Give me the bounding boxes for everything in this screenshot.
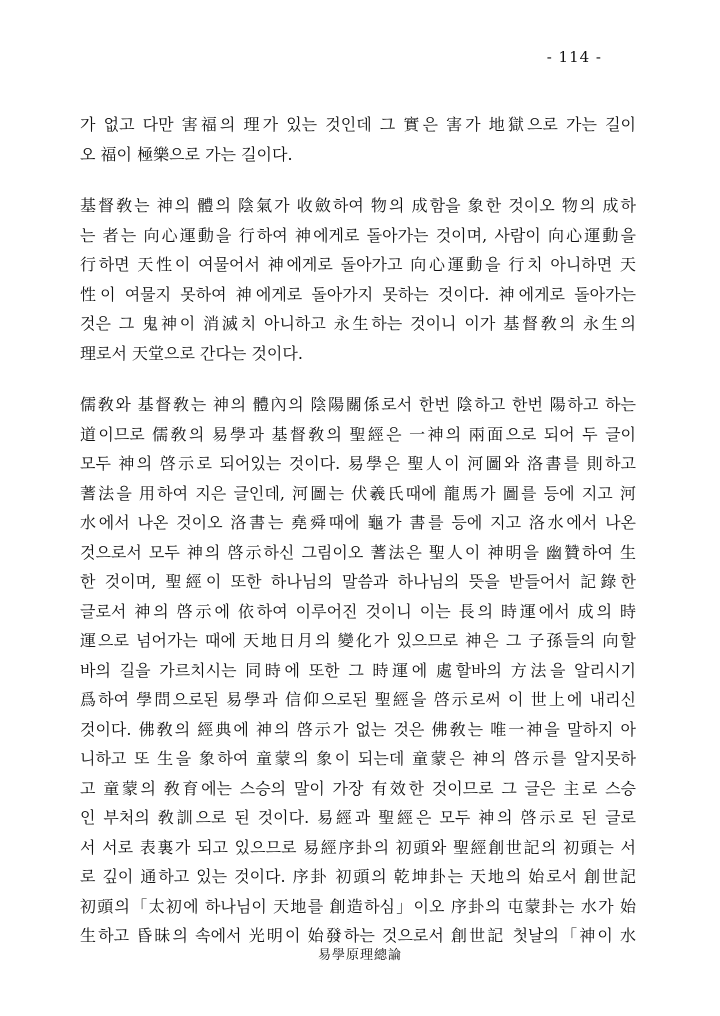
paragraph xyxy=(80,390,636,951)
text-line: 蓍法을 用하여 지은 글인데, 河圖는 伏羲氏때에 龍馬가 圖를 등에 지고 河 xyxy=(80,483,636,503)
text-line: 道이므로 儒敎의 易學과 基督敎의 聖經은 一神의 兩面으로 되어 두 글이 xyxy=(80,424,636,444)
text-line: 爲하여 學問으로된 易學과 信仰으로된 聖經을 啓示로써 이 世上에 내리신 xyxy=(80,690,636,709)
text-line: 初頭의「太初에 하나님이 天地를 創造하심」이오 序卦의 屯蒙卦는 水가 始 xyxy=(80,896,636,916)
text-line: 것은 그 鬼神이 消滅치 아니하고 永生하는 것이니 이가 基督敎의 永生의 xyxy=(80,314,636,333)
text-line: 니하고 또 生을 象하여 童蒙의 象이 되는데 童蒙은 神의 啓示를 알지못하 xyxy=(80,749,636,768)
page-number: - 114 - xyxy=(546,48,602,66)
text-line: 인 부처의 敎訓으로 된 것이다. 易經과 聖經은 모두 神의 啓示로 된 글로 xyxy=(80,808,636,827)
text-line: 理로서 天堂으로 간다는 것이다. xyxy=(80,343,303,363)
text-line: 한 것이며, 聖經이 또한 하나님의 말씀과 하나님의 뜻을 받들어서 記錄한 xyxy=(80,572,636,591)
text-line: 바의 길을 가르치시는 同時에 또한 그 時運에 處할바의 方法을 알리시기 xyxy=(80,660,636,680)
text-line: 모두 神의 啓示로 되어있는 것이다. 易學은 聖人이 河圖와 洛書를 則하고 xyxy=(80,454,636,473)
text-line: 運으로 넘어가는 때에 天地日月의 變化가 있으므로 神은 그 子孫들의 向할 xyxy=(80,631,636,650)
text-line: 行하면 天性이 여물어서 神에게로 돌아가고 向心運動을 行치 아니하면 天 xyxy=(80,255,636,274)
text-line: 로 깊이 通하고 있는 것이다. 序卦 初頭의 乾坤卦는 天地의 始로서 創世記 xyxy=(80,867,636,886)
text-line: 水에서 나온 것이오 洛書는 堯舜때에 龜가 書를 등에 지고 洛水에서 나온 xyxy=(80,513,636,532)
text-line: 生하고 昏昧의 속에서 光明이 始發하는 것으로서 創世記 첫날의「神이 水 xyxy=(80,926,636,945)
body-text xyxy=(80,110,636,973)
paragraph xyxy=(80,191,636,368)
footer-title: 易學原理總論 xyxy=(317,948,402,963)
text-line: 基督敎는 神의 體의 陰氣가 收斂하여 物의 成함을 象한 것이오 物의 成하 xyxy=(80,196,636,215)
text-line: 고 童蒙의 敎育에는 스승의 말이 가장 有效한 것이므로 그 글은 主로 스승 xyxy=(80,778,636,798)
text-line: 것이다. 佛敎의 經典에 神의 啓示가 없는 것은 佛敎는 唯一神을 말하지 아 xyxy=(80,719,636,739)
text-line: 글로서 神의 啓示에 依하여 이루어진 것이니 이는 長의 時運에서 成의 時 xyxy=(80,601,636,621)
text-line: 는 者는 向心運動을 行하여 神에게로 돌아가는 것이며, 사람이 向心運動을 xyxy=(80,225,636,245)
paragraph xyxy=(80,110,636,169)
text-line: 儒敎와 基督敎는 神의 體內의 陰陽關係로서 한번 陰하고 한번 陽하고 하는 xyxy=(80,395,636,414)
text-line: 오 福이 極樂으로 가는 길이다. xyxy=(80,144,293,164)
text-line: 것으로서 모두 神의 啓示하신 그림이오 蓍法은 聖人이 神明을 幽贊하여 生 xyxy=(80,542,636,562)
text-line: 性이 여물지 못하여 神에게로 돌아가지 못하는 것이다. 神에게로 돌아가는 xyxy=(80,284,636,304)
text-line: 서 서로 表裏가 되고 있으므로 易經序卦의 初頭와 聖經創世記의 初頭는 서 xyxy=(80,837,636,857)
text-line: 가 없고 다만 害福의 理가 있는 것인데 그 實은 害가 地獄으로 가는 길이 xyxy=(80,115,636,134)
